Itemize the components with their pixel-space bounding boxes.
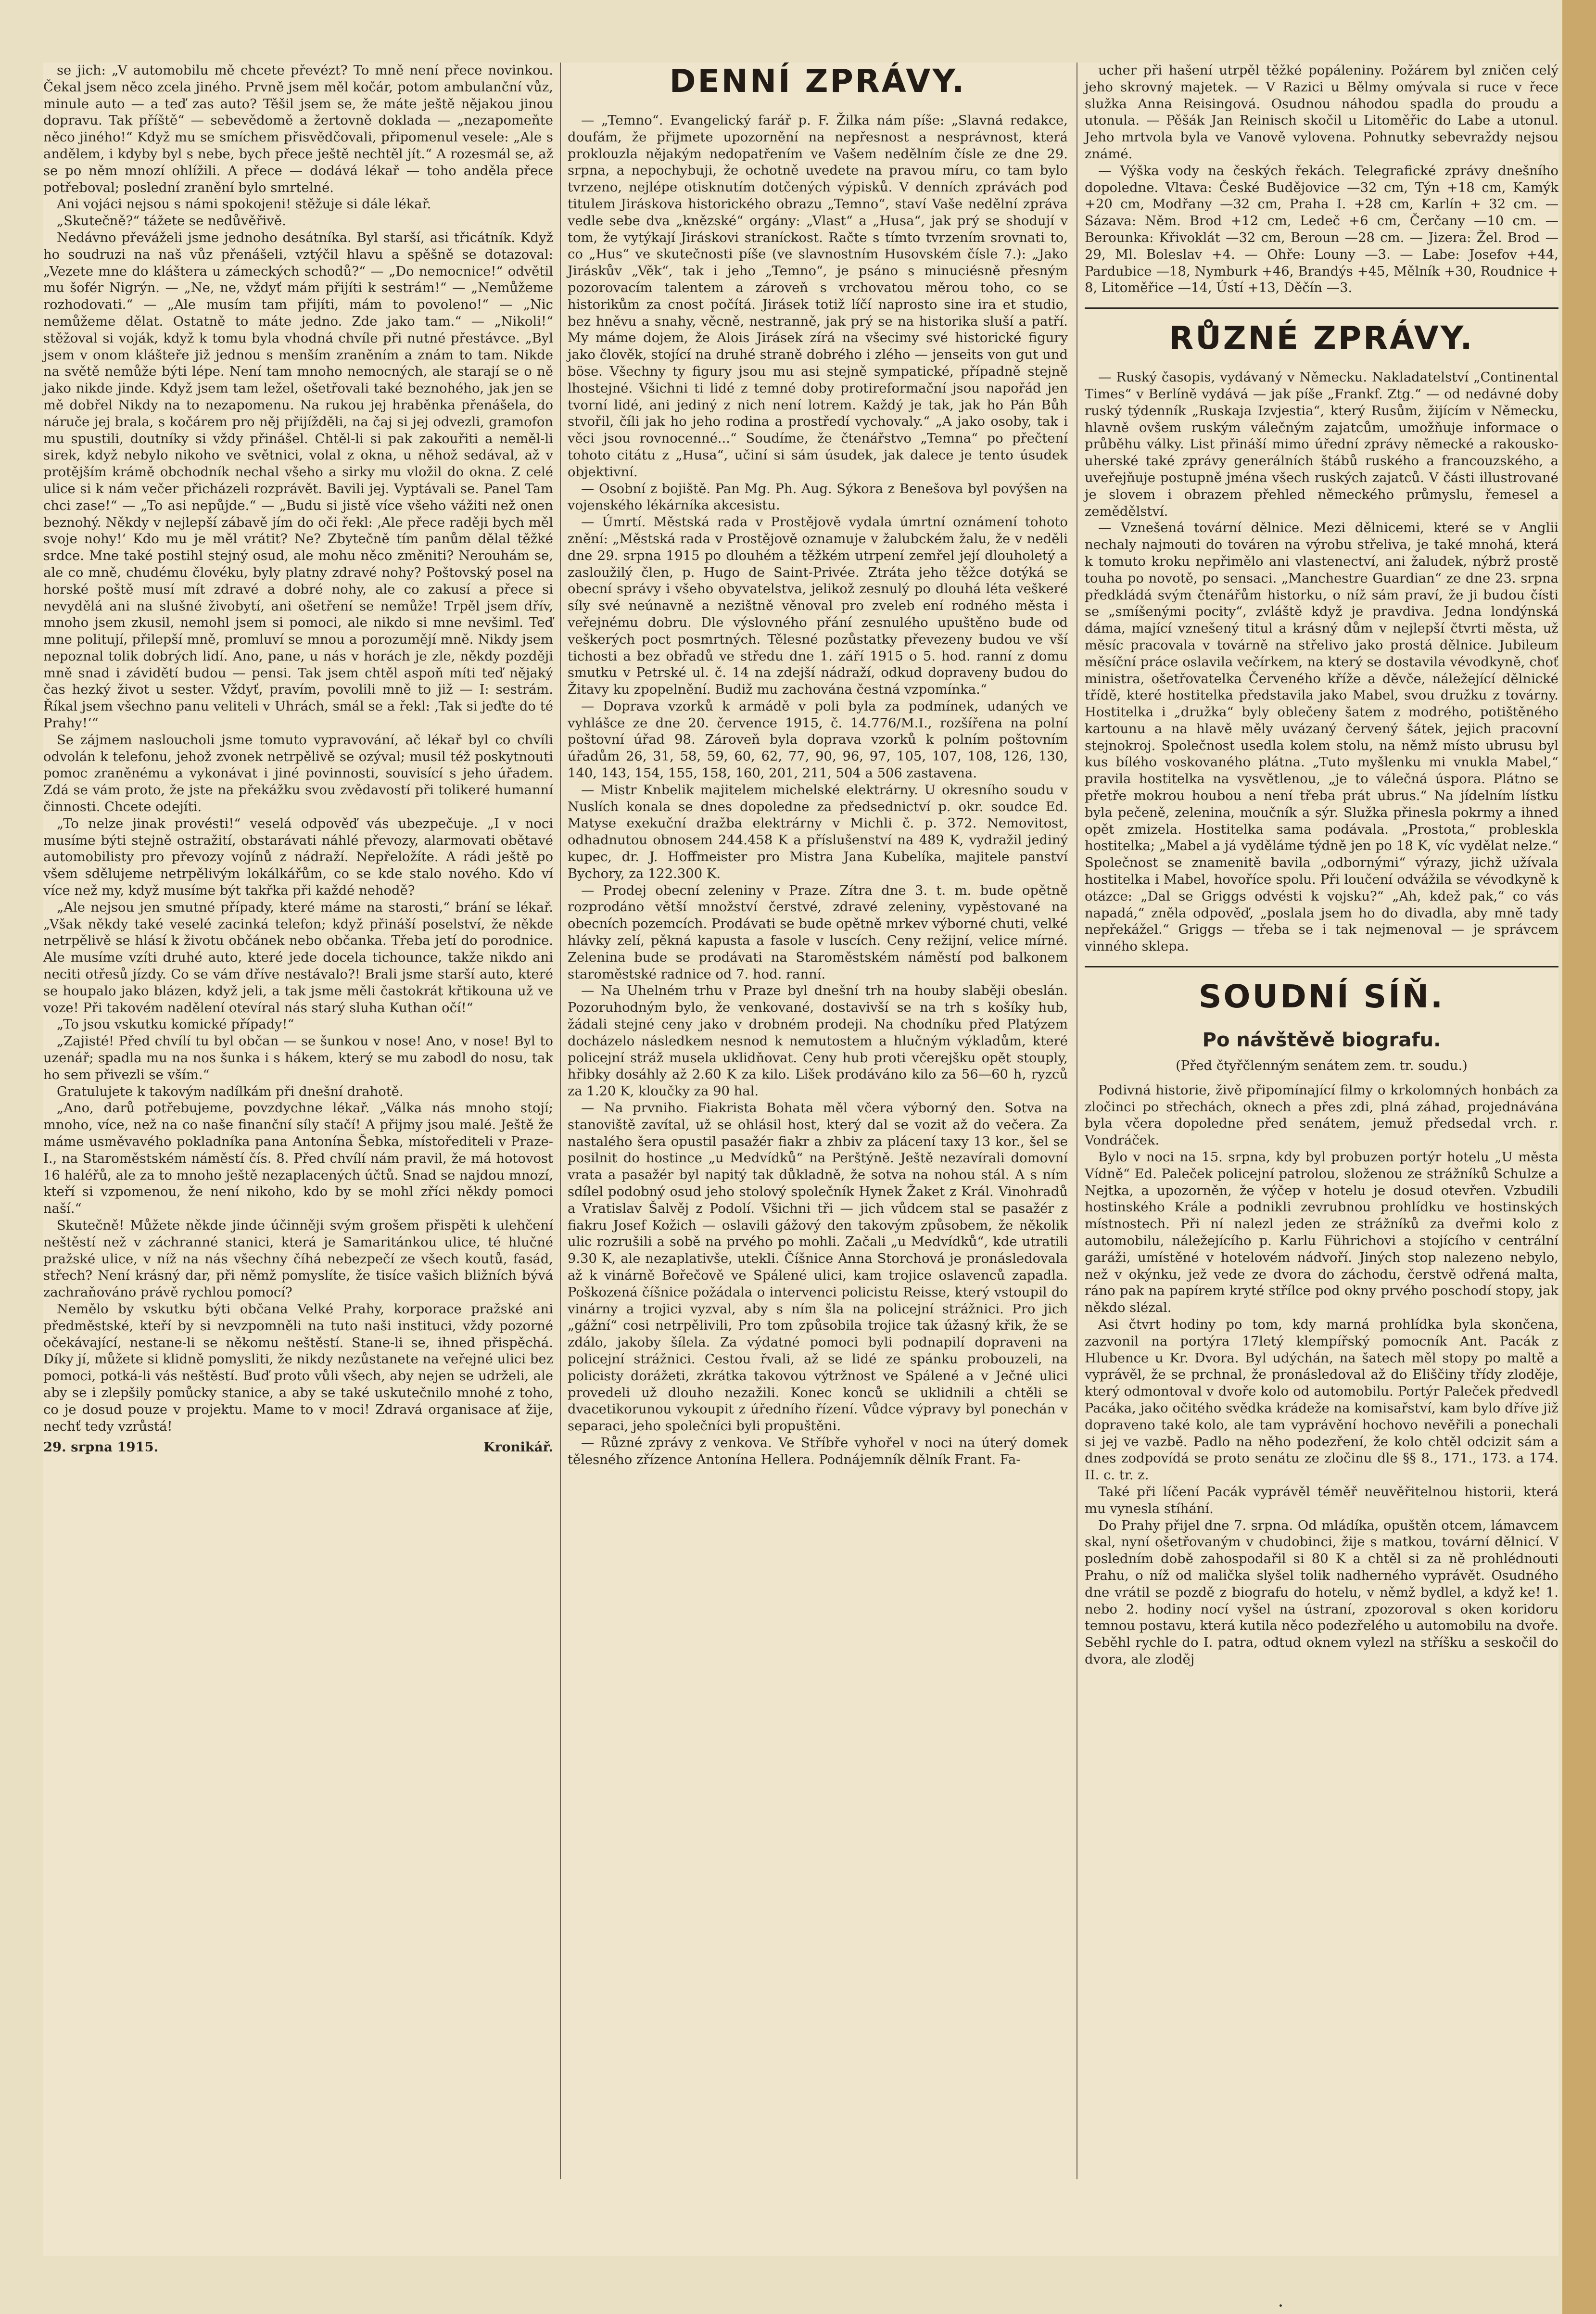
paragraph: Bylo v noci na 15. srpna, kdy byl probuzen portýr hotelu „U města Vídně“ Ed. Paleček policejní patrolou, složenou ze strážníků Schulze a Nejtka, a upozorněn, že výčep v hotelu je dosud otevřen. Vzbudili hostinského Krále a podnikli zevrubnou prohlídku ve hostinských místnostech. Při ní nalezl jeden ze strážníků za dveřmi kolo z automobilu, náležejícího p. Karlu Führichovi a stojícího v centrální garáži, umístěné v hotelovém nádvoří. Jiných stop nalezeno nebylo, než v okýnku, jež vede ze dvora do záchodu, čerstvě odřená malta, ráno pak na papírem kryté střílce pod okny prvého poschodí stopy, jak někdo slézal. [1085, 1150, 1558, 1316]
daily-news-continued [1085, 63, 1558, 297]
paragraph: — Na Uhelném trhu v Praze byl dnešní trh na houby slaběji obeslán. Pozoruhodným bylo, že venkované, dostavivší se na trh s košíky hub, žádali stejné ceny jako v drobném prodeji. Na chodníku před Platýzem docházelo následkem nesnod k nemutostem a hlučným výkladům, které policejní stráž musela uklidňovat. Ceny hub proti včerejšku opět stouply, hřibky dosáhly až 2.60 K za kilo. Lišek prodáváno kilo za 56—60 h, ryzců za 1.20 K, kloučky za 90 hal. [568, 983, 1068, 1099]
section-heading-daily-news: DENNÍ ZPRÁVY. [669, 63, 966, 100]
article-ambulance [43, 63, 553, 1435]
paragraph: Ani vojáci nejsou s námi spokojeni! stěžuje si dále lékař. [57, 197, 431, 212]
paragraph: „To nelze jinak provésti!“ veselá odpověď vás ubezpečuje. „I v noci musíme býti stejně ostražití, obstarávati náhlé převozy, alarmovati obětavé automobilisty pro převozy vojínů z nádraží. Nepřeložíte. A rádi ještě po všem sdělujeme netrpělivým lokálkářům, co se kde stalo nového. Kdo ví více než my, když musíme být takřka při každé nehodě? [43, 816, 553, 899]
paragraph: Také při líčení Pacák vyprávěl téměř neuvěřitelnou historii, která mu vynesla stíhání. [1085, 1484, 1558, 1516]
paragraph: Nedávno převáželi jsme jednoho desátníka. Byl starší, asi třicátník. Když ho soudruzi na naš vůz přenášeli, vztýčil hlavu a spěšně se dotazoval: „Vezete mne do kláštera u zámeckých schodů?“ — „Do nemocnice!“ odvětil mu šofér Nigrýn. — „Ne, ne, vždyť mám přijíti k sestrám!“ — „Nemůžeme rozhodovati.“ — „Ale musím tam přijíti, mám to povoleno!“ — „Nic nemůžeme dělat. Ostatně to máte jedno. Zde jako tam.“ — „Nikoli!“ stěžoval si voják, když k tomu byla vhodná chvíle při nutné přestávce. „Byl jsem v onom klášteře již jednou s menším zraněním a znám to tam. Nikde na světě nemůže býti lépe. Není tam mnoho nemocných, ale starají se o ně jako nikde jinde. Když jsem tam ležel, ošetřovali také beznohého, jak jen se mě dobřel Nikdy na to nezapomenu. Na rukou jej hraběnka přenášela, do náruče jej brala, s kočárem pro něj přijížděli, na čaj si jej odvezli, gramofon mu spustili, doutníky si vždy přinášel. Chtěl-li si pak zakouřiti a neměl-li sirek, když nebylo nikoho ve světnici, volal z okna, u něhož sedával, až v protějším krámě obchodník nechal všeho a sirky mu vložil do okna. Z celé ulice si k nám večer přicházeli rozprávět. Bavili jej. Vyptávali se. Panel Tam chci zase!“ — „To asi nepůjde.“ — „Budu si jistě více všeho vážiti než onen beznohý. Někdy v nejlepší zábavě jím do oči řekl: ‚Ale přece raději bych měl svoje nohy!‘ Kdo mu je měl vrátit? Ne? Zbytečně tím panům dělal těžké srdce. Mne také postihl stejný osud, ale mohu něco změniti? Nerouhám se, ale co mně, chudému človéku, byly platny zdravé nohy? Poštovský posel na horské poště musí mít zdravé a dobré nohy, ale co zakusí a přece si nevydělá ani na slušné živobytí, ani ošetření se nemůže! Trpěl jsem dřív, mnoho jsem zkusil, nemohl jsem si pomoci, ale nikdo si mne nevšiml. Teď mne politují, přilepší mně, promluví se mnou a porozumějí mně. Nikdy jsem nepoznal tolik dobrých lidí. Ano, pane, u nás v horách je zle, někdy později mně snad i závidětí budou — pensi. Tak jsem chtěl aspoň míti teď nějaký čas hezký život u sester. Vždyť, pravím, povolili mně to již — I: sestrám. Říkal jsem všechno panu veliteli v Uhrách, smál se a řekl: ‚Tak si jeďte do té Prahy!‘“ [43, 230, 553, 731]
paragraph: — Různé zprávy z venkova. Ve Stříbře vyhořel v noci na úterý domek tělesného zřízence Antonína Hellera. Podnájemník dělník Frant. Fa- [568, 1435, 1068, 1467]
section-heading-court: SOUDNÍ SÍŇ. [1198, 978, 1445, 1016]
court-article-title: Po návštěvě biografu. [1202, 1029, 1441, 1052]
paragraph: — Na prvniho. Fiakrista Bohata měl včera výborný den. Sotva na stanoviště zavítal, už se ohlásil host, který dal se vozit až do večera. Za nastalého šera opustil pasažér fiakr a zhbiv za plácení taxy 13 kor., šel se posilnit do hostince „u Medvídků“ na Perštýně. Ještě nezavírali domovní vrata a pasažér byl napitý tak důkladně, že sotva na nohou stál. A s ním sdílel podobný osud jeho stolový společník Hynek Žaket z Král. Vinohradů a Vratislav Šalvěj z Podolí. Všichni tři — jich vůdcem stal se pasažér z fiakru Josef Kožich — oslavili gážový den takovým způsobem, že několik ulic rozrušili a sobě na prvého po mohli. Začali „u Medvídků“, kde utratili 9.30 K, ale nezaplativše, utekli. Číšnice Anna Storchová je pronásledovala až k vinárně Bořečově ve Spálené ulici, kam trojice oslavenců zapadla. Poškozená číšnice požádala o intervenci policistu Reisse, který vstoupil do vinárny a trojici vyzval, aby s ním šla na policejní strážnici. Pro jich „gážní“ cosi netrpělivili, Pro tom způsobila trojice tak úžasný křik, že se zdálo, jakoby šílela. Za výdatné pomoci byli podnapilí dopraveni na policejní strážnici. Cestou řvali, až se lidé ze spánku probouzeli, na policisty dorážeti, zkrátka takovou výtržnost ve Spálené a v Ječné ulici provedeli už dlouho nezažili. Konec konců se uklidnili a chtěli se dvacetikorunou vykoupit z úředního řízení. Vůdce výpravy byl ponechán v separaci, jeho společníci byli propuštěni. [568, 1101, 1068, 1434]
paragraph: — Úmrtí. Městská rada v Prostějově vydala úmrtní oznámení tohoto znění: „Městská rada v Prostějově oznamuje v žalubckém žalu, že v neděli dne 29. srpna 1915 po dlouhém a těžkém utrpení zemřel její dlouholetý a zasloužilý člen, p. Hugo de Saint-Privée. Ztráta jeho těžce dotýká se obecní správy i všeho obyvatelstva, jelikož zesnulý po dlouhá léta veškeré síly své neúnavně a nezištně věnoval pro zveleb ení rodného města i veřejnému dobru. Dle výslovného přání zesnulého upuštěno bude od veškerých poct posmrtných. Tělesné pozůstatky převezeny budou ve vší tichosti a bez obřadů ve středu dne 1. září 1915 o 5. hod. ranní z domu smutku v Petrské ul. č. 14 na zdejší nádraží, odkud dopraveny budou do Žitavy ku zpopelnění. Budiž mu zachována čestná vzpomínka.“ [568, 515, 1068, 698]
ink-dot [1279, 2304, 1282, 2307]
paragraph: — Osobní z bojiště. Pan Mg. Ph. Aug. Sýkora z Benešova byl povýšen na vojenského lékárníka akcesistu. [568, 481, 1068, 513]
paragraph: Skutečně! Můžete někde jinde účinněji svým grošem přispěti k ulehčení neštěstí než v záchranné stanici, která je Samaritánkou ulice, té hlučné pražské ulice, v níž na nás všechny číhá nebezpečí ze všech koutů, fasád, střech? Není krásný dar, při němž pomyslíte, že tisíce vašich bližních bývá zachraňováno právě rychlou pomocí? [43, 1218, 553, 1300]
court-article-body [1085, 1082, 1558, 1668]
various-news-items [1085, 369, 1558, 955]
paragraph: „To jsou vskutku komické případy!“ [57, 1017, 294, 1032]
paragraph: Podivná historie, živě připomínající filmy o krkolomných honbách za zločinci po střechách, oknech a přes zdi, plná záhad, projednávána byla včera dopoledne před senátem, jemuž předsedal vrch. r. Vondráček. [1085, 1082, 1558, 1148]
paragraph: — Vznešená tovární dělnice. Mezi dělnicemi, které se v Anglii nechaly najmouti do továren na výrobu střeliva, je také mnohá, která k tomuto kroku nepřimělo ani vlastenectví, ani žaludek, nýbrž prostě touha po novotě, po sensaci. „Manchestre Guardian“ ze dne 23. srpna předkládá svým čtenářům historku, o níž sám praví, že ji budou čísti se „smíšenými pocity“, zvláště když je pravdiva. Jedna londýnská dáma, mající vznešený titul a krásný dům v nejlepší čtvrti města, už měsíc pracovala v továrně na střelivo jako prostá dělnice. Jubileum měsíční práce oslavila večírkem, na který se dostavila vévodkyně, choť ministra, ošetřovatelka Červeného kříže a děvče, náležející dělnické třídě, které hostitelka představila jako Mabel, svou družku z továrny. Hostitelka i „družka“ byly oblečeny šatem z modrého, potištěného kartounu a na hlavě měly uvázaný červený šátek, jejich pracovní stejnokroj. Společnost usedla kolem stolu, na němž místo ubrusu byl kus bílého voskovaného plátna. „Tuto myšlenku mi vnukla Mabel,“ pravila hostitelka na vysvětlenou, „je to válečná úspora. Plátno se přetře mokrou houbou a není třeba prát ubrus.“ Na jídelním lístku byla pečeně, zelenina, moučník a sýr. Služka přinesla pokrmy a ihned opět zmizela. Hostitelka sama podávala. „Prostota,“ probleskla hostitelka; „Mabel a já vyděláme týdně jen po 18 K, víc vydělat nelze.“ Společnost se znamenitě bavila „odbornými“ výrazy, jichž užívala hostitelka i Mabel, hovoříce spolu. Při loučení odvážila se vévodkyně k otázce: „Dal se Griggs odvésti k vojsku?“ „Ah, kdež pak,“ co vás napadá,“ zněla odpověď, „poslala jsem ho do divadla, aby mně tady nepřekážel.“ Griggs — třeba se i tak nejmenoval — je správcem vinného sklepa. [1085, 521, 1558, 954]
paragraph: — Mistr Knbelik majitelem michelské elektrárny. U okresního soudu v Nuslích konala se dnes dopoledne za předsednictví p. okr. soudce Ed. Matyse exekuční dražba elektrárny v Michli č. p. 372. Nemovitost, odhadnutou obnosem 244.458 K a příslušenství na 489 K, vydražil jediný kupec, dr. J. Hoffmeister pro Mistra Jana Kubelíka, majitele panství Bychory, za 122.300 K. [568, 782, 1068, 881]
column-left [43, 63, 553, 1456]
article-signature [43, 1439, 553, 1456]
section-divider [1085, 307, 1558, 309]
paragraph: Nemělo by vskutku býti občana Velké Prahy, korporace pražské ani předměstské, kteří by si nevzpomněli na tuto naši instituci, vždy pozorné očekávající, nestane-li se někomu neštěstí. Stane-li se, ihned přispěchá. Díky jí, můžete si klidně pomysliti, že nikdy nezůstanete na veřejné ulici bez pomoci, potká-li vás neštěstí. Buď proto vůli všech, aby nejen se udrželi, ale aby se i zlepšily pomůcky stanice, a aby se také uskutečnilo mnohé z toho, co je dosud pouze v projektu. Mame to v moci! Zdravá organisace ať žije, nechť tedy vzrůstá! [43, 1301, 553, 1434]
paragraph: Gratulujete k takovým nadílkám při dnešní drahotě. [57, 1084, 404, 1099]
court-article-note: (Před čtyřčlenným senátem zem. tr. soudu.) [1176, 1058, 1468, 1074]
newspaper-page [43, 63, 1558, 2256]
paragraph: „Ano, darů potřebujeme, povzdychne lékař. „Válka nás mnoho stojí; mnoho, více, než na co naše finanční síly stačí! A přijmy jsou malé. Ještě že máme usměvavého pokladníka pana Antonína Šebka, místořediteli v Praze-I., na Staroměstském náměstí čís. 8. Před chvílí nám pravil, že má hotovost 16 haléřů, ale za to mnoho ještě nezaplacených účtů. Snad se najdou mnozí, kteří si vzpomenou, že není nikoho, kdo by se mohl zříci někdy pomoci naší.“ [43, 1101, 553, 1217]
signature-date: 29. srpna 1915. [43, 1439, 159, 1455]
paragraph: Se zájmem nasloucholi jsme tomuto vypravování, ač lékař byl co chvíli odvolán k telefonu, jehož zvonek netrpělivě se ozýval; musil též poskytnouti pomoc zraněnému a vykonávat i jiné povinnosti, souvisící s jeho úřadem. Zdá se vám proto, že jste na překážku svou zvědavostí při tolikeré humanní činnosti. Chcete odejíti. [43, 732, 553, 815]
column-middle [568, 63, 1068, 1469]
paragraph: „Ale nejsou jen smutné případy, které máme na starosti,“ brání se lékař. „Však někdy také veselé zacinká telefon; když přináší poselství, že někde netrpělivě se hlásí k životu občánek nebo občanka. Třeba jetí do porodnice. Ale musíme vzíti druhé auto, které jede docela tichounce, takže nikdo ani neciti otřesů jízdy. Co se vám dříve nestávalo?! Brali jsme starší auto, které se houpalo jako blázen, když jeli, a tak jsme měli častokrát křtikouna už ve voze! Při takovém nadělení otevíral nás starý sluha Kuthan očí!“ [43, 900, 553, 1016]
section-heading-various-news: RŮZNÉ ZPRÁVY. [1169, 319, 1474, 357]
paragraph: — „Temno“. Evangelický farář p. F. Žilka nám píše: „Slavná redakce, doufám, že přijmete upozornění na nepřesnost a nesprávnost, která proklouzla nějakým nedopatřením ve Vašem nedělním čísle ze dne 29. srpna, a nepochybuji, že ochotně uvedete na pravou míru, co tam bylo tvrzeno, nejlépe otisknutím dotčených výpisků. V denních zprávách pod titulem Jiráskova historického obrazu „Temno“, staví Vaše nedělní zpráva vedle sebe dva „knězské“ orgány: „Vlast“ a „Husa“, jak prý se shodují v tom, že vytýkají Jiráskovi straníckost. Račte s tímto tvrzením srovnati to, co „Hus“ ve skutečnosti píše (ve slavnostním Husovském čísle 7.): „Jako Jiráskův „Věk“, tak i jeho „Temno“, je psáno s minuciésně přesným pozorovacím talentem a zároveň s vrchovatou měrou toho, co se historikům za cnost počítá. Jirásek totiž líčí naprosto sine ira et studio, bez hněvu a snahy, věcně, nestranně, jak prý se na historika sluší a patří. My máme dojem, že Alois Jirásek zírá na všecimy své historické figury jako člověk, stojící na druhé straně dobrého i zlého — jenseits von gut und böse. Všechny ty figury jsou mu asi stejně sympatické, případně stejně lhostejné. Všichni ti lidé z temné doby protireformační jsou napořád jen tvorní lidé, ani jediný z nich není lotrem. Každý je tak, jak ho Pán Bůh stvořil, číli jak ho jeho rodina a prostředí vychovaly.“ „A jako osoby, tak i věci jsou rovnocenné...“ Soudíme, že čtenářstvo „Temna“ po přečtení tohoto citátu z „Husa“, učiní si sám úsudek, jak dalece je tento úsudek objektivní. [568, 113, 1068, 480]
paragraph: — Prodej obecní zeleniny v Praze. Zítra dne 3. t. m. bude opětně rozprodáno větší množství čerstvé, zdravé zeleniny, vypěstované na obecních pozemcích. Prodávati se bude opětně mrkev výborné chuti, velké hlávky zelí, pěkná kapusta a fasole v luscích. Ceny režijní, velice mírné. Zelenina bude se prodávati na Staroměstském náměstí pod balkonem staroměstské radnice od 7. hod. ranní. [568, 883, 1068, 982]
paragraph: — Ruský časopis, vydávaný v Německu. Nakladatelství „Continental Times“ v Berlíně vydává — jak píše „Frankf. Ztg.“ — od nedávné doby ruský týdenník „Ruskaja Izvjestia“, který Rusům, žijícím v Německu, hlavně ovšem ruským válečným zajatcům, umožňuje informace o průběhu války. List přináší mimo úřední zprávy německé a rakousko-uherské také zprávy generálních štábů ruského a francouzského, a uveřejňuje postupně jména všech ruských zajatců. V části illustrované je slovem i obrazem přehled německého průmyslu, řemesel a zemědělství. [1085, 370, 1558, 519]
paragraph: ucher při hašení utrpěl těžké popáleniny. Požárem byl zničen celý jeho skrovný majetek. — V Razici u Bělmy omývala si ruce v řece služka Anna Reisingová. Osudnou náhodou spadla do proudu a utonula. — Pěšák Jan Reinisch skočil u Litoměřic do Labe a utonul. Jeho mrtvola byla ve Vanově vylovena. Pohnutky sebevraždy nejsou známé. [1085, 63, 1558, 162]
paragraph: Do Prahy přijel dne 7. srpna. Od mládíka, opuštěn otcem, lámavcem skal, nyní ošetřovaným v chudobinci, žije s matkou, tovární dělnicí. V posledním době zahospodařil si 80 K a chtěl si za ně prohlédnouti Prahu, o níž od malička slyšel tolik nadherného vyprávět. Osudného dne vrátil se pozdě z biografu do hotelu, v němž bydlel, a když ke! 1. nebo 2. hodiny nocí vyšel na ústraní, zpozoroval s oken koridoru temnou postavu, která kutila něco podezřelého u automobilu na dvoře. Seběhl rychle do I. patra, odtud oknem vylezl na stříšku a seskočil do dvora, ale zloděj [1085, 1518, 1558, 1667]
page-edge [1562, 0, 1596, 2314]
paragraph: se jich: „V automobilu mě chcete převézt? To mně není přece novinkou. Čekal jsem něco zcela jiného. Prvně jsem měl kočár, potom ambulanční vůz, minule auto — a teď zas auto? Těšil jsem se, že máte ještě nějakou jinou dopravu. Tak příště“ — sebevědomě a žertovně doklada — „nezapomeňte něco jiného!“ Když mu se smíchem přisvědčovali, připomenul vesele: „Ale s andělem, i kdyby byl s nebe, bych přece ještě nechtěl jít.“ A rozesmál se, až se po něm mnozí ohlížili. A přece — dodává lékař — toho anděla přece potřeboval; poslední zranění bylo smrtelné. [43, 63, 553, 195]
column-rule [560, 63, 561, 2179]
paragraph: Asi čtvrt hodiny po tom, kdy marná prohlídka byla skončena, zazvonil na portýra 17letý klempířský pomocník Ant. Pacák z Hlubence u Kr. Dvora. Byl udýchán, na šatech měl stopy po maltě a vyprávěl, že se prchnal, že pronásledoval až do Eliščiny třídy zloděje, který odmontoval v dvoře kolo od automobilu. Portýr Paleček předvedl Pacáka, jako očitého svědka krádeže na komisařství, kam bylo dříve již dopraveno také kolo, ale tam vyprávění hochovo nevěřili a ponechali si jej ve vazbě. Padlo na něho podezření, že kolo chtěl odcizit sám a dnes zodpovídá se proto senátu ze zločinu dle §§ 8., 171., 173. a 174. II. c. tr. z. [1085, 1317, 1558, 1483]
paragraph: „Zajisté! Před chvílí tu byl občan — se šunkou v nose! Ano, v nose! Byl to uzenář; spadla mu na nos šunka i s hákem, který se mu zabodl do nosu, tak ho sem přivezli se vším.“ [43, 1034, 553, 1082]
paragraph: — Doprava vzorků k armádě v poli byla za podmínek, udaných ve vyhlášce ze dne 20. července 1915, č. 14.776/M.I., rozšířena na polní poštovní úřad 98. Zároveň byla doprava vzorků k polním poštovním úřadům 26, 31, 58, 59, 60, 62, 77, 90, 96, 97, 105, 107, 108, 126, 130, 140, 143, 154, 155, 158, 160, 201, 211, 504 a 506 zastavena. [568, 699, 1068, 781]
signature-name: Kronikář. [483, 1439, 553, 1455]
column-right [1085, 63, 1558, 1668]
paragraph: „Skutečně?“ tážete se nedůvěřivě. [57, 214, 286, 229]
section-divider [1085, 966, 1558, 967]
daily-news-items [568, 113, 1068, 1469]
paragraph: — Výška vody na českých řekách. Telegrafické zprávy dnešního dopoledne. Vltava: České Budějovice —32 cm, Týn +18 cm, Kamýk +20 cm, Modřany —32 cm, Praha I. +28 cm, Karlín + 32 cm. — Sázava: Něm. Brod +12 cm, Ledeč +6 cm, Čerčany —10 cm. — Berounka: Křivoklát —32 cm, Beroun —28 cm. — Jizera: Žel. Brod —29, Ml. Boleslav +4. — Ohře: Louny —3. — Labe: Josefov +44, Pardubice —18, Nymburk +46, Brandýs +45, Mělník +30, Roudnice + 8, Litoměřice —14, Ústí +13, Děčín —3. [1085, 163, 1558, 296]
